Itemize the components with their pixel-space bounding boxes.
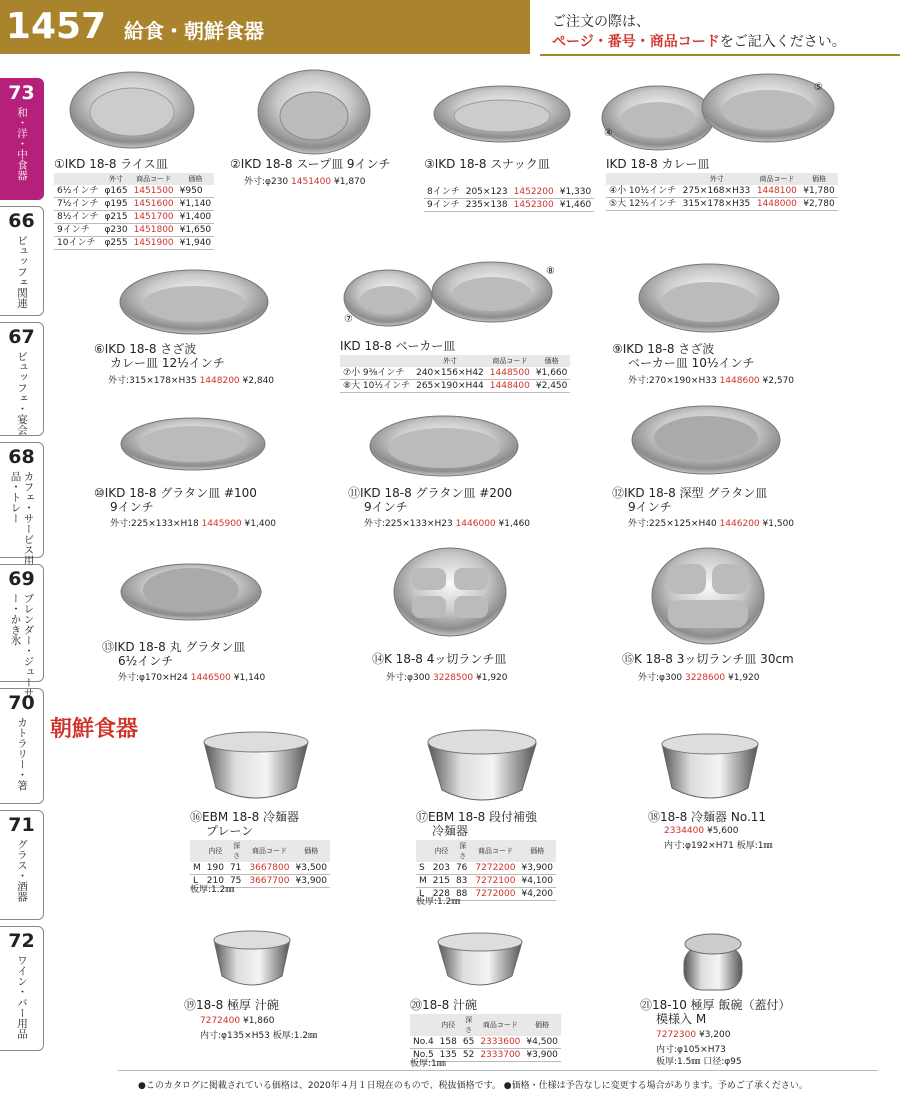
product-13-title: ⑬IKD 18-8 丸 グラタン皿 bbox=[102, 640, 246, 654]
product-21-title: ㉑18-10 極厚 飯碗（蓋付） bbox=[640, 998, 791, 1012]
product-21-size: 内寸:φ105×H73 bbox=[656, 1045, 726, 1055]
product-21-subtitle: 模様入 M bbox=[656, 1012, 707, 1026]
product-2-title: ②IKD 18-8 スープ皿 9インチ bbox=[230, 157, 391, 171]
chapter-tab-70[interactable]: 70 カトラリー・箸 bbox=[0, 688, 44, 804]
product-15-info: 外寸:φ300 3228600 ¥1,920 bbox=[638, 673, 760, 683]
chapter-tab-69[interactable]: 69 ブレンダー・ジューサー・かき氷 bbox=[0, 564, 44, 682]
product-11-title: ⑪IKD 18-8 グラタン皿 #200 bbox=[348, 486, 513, 500]
product-20-table: 内径 深さ 商品コード 価格 No.4 158 65 2333600 ¥4,500 No.5 135 52 2333700 ¥3,900 bbox=[410, 1014, 561, 1062]
product-9-subtitle: ベーカー皿 10½インチ bbox=[628, 356, 755, 370]
chapter-tab-66[interactable]: 66 ビュッフェ関連 bbox=[0, 206, 44, 316]
product-2-info: 外寸:φ230 1451400 ¥1,870 bbox=[244, 177, 366, 187]
header-rule bbox=[540, 54, 900, 56]
product-14-title: ⑭K 18-8 4ッ切ランチ皿 bbox=[372, 652, 507, 666]
product-6-info: 外寸:315×178×H35 1448200 ¥2,840 bbox=[108, 376, 275, 386]
product-9-title: ⑨IKD 18-8 さざ波 bbox=[612, 342, 715, 356]
marker-7: ⑦ bbox=[344, 314, 353, 325]
order-notice: ご注文の際は、 ページ・番号・商品コードをご記入ください。 bbox=[552, 14, 846, 50]
product-3-table: 8インチ 205×123 1452200 ¥1,330 9インチ 235×138 1452300 ¥1,460 bbox=[424, 186, 594, 212]
product-12-subtitle: 9インチ bbox=[628, 500, 672, 514]
product-10-title: ⑩IKD 18-8 グラタン皿 #100 bbox=[94, 486, 257, 500]
product-1-table: 外寸 商品コード 価格 6½インチ φ165 1451500 ¥950 7½インチ φ195 1451600 ¥1,140 8½インチ φ215 1451700 ¥1,400 9インチ φ230 1451800 ¥1,650 10インチ φ255 1451900 ¥1,940 bbox=[54, 173, 214, 250]
product-12-info: 外寸:225×125×H40 1446200 ¥1,500 bbox=[628, 519, 795, 529]
product-16-subtitle: プレーン bbox=[206, 824, 254, 838]
rice-plate-image bbox=[66, 70, 198, 152]
rice-bowl-with-lid-image bbox=[678, 930, 748, 996]
soup-bowl-image bbox=[434, 930, 526, 994]
product-13-subtitle: 6½インチ bbox=[118, 654, 174, 668]
chapter-tab-68[interactable]: 68 カフェ・サービス用品・トレー bbox=[0, 442, 44, 558]
product-17-note: 板厚:1.2㎜ bbox=[416, 897, 461, 907]
product-15-title: ⑮K 18-8 3ッ切ランチ皿 30cm bbox=[622, 652, 794, 666]
product-4-5-title: IKD 18-8 カレー皿 bbox=[606, 157, 710, 171]
product-21-thickness: 板厚:1.5㎜ 口径:φ95 bbox=[656, 1057, 742, 1067]
product-10-subtitle: 9インチ bbox=[110, 500, 154, 514]
baker-plate-image bbox=[340, 258, 570, 330]
product-11-info: 外寸:225×133×H23 1446000 ¥1,460 bbox=[364, 519, 531, 529]
product-7-8-table: 外寸 商品コード 価格 ⑦小 9⅜インチ 240×156×H42 1448500 ¥1,660 ⑧大 10½インチ 265×190×H44 1448400 ¥2,450 bbox=[340, 355, 570, 393]
product-17-subtitle: 冷麺器 bbox=[432, 824, 469, 838]
product-21-price: 7272300 ¥3,200 bbox=[656, 1030, 731, 1040]
three-section-plate-image bbox=[650, 546, 766, 646]
page-title: 給食・朝鮮食器 bbox=[112, 0, 530, 54]
product-11-subtitle: 9インチ bbox=[364, 500, 408, 514]
product-20-title: ⑳18-8 汁碗 bbox=[410, 998, 478, 1012]
stepped-noodle-bowl-image bbox=[424, 726, 540, 806]
gratin-200-image bbox=[366, 412, 522, 484]
chapter-tab-73[interactable]: 73 和・洋・中食器 bbox=[0, 78, 44, 200]
marker-5: ⑤ bbox=[814, 82, 823, 93]
footer-note: ●このカタログに掲載されている価格は、2020年４月１日現在のもので、税抜価格です。 ●価格・仕様は予告なしに変更する場合があります。予めご了承ください。 bbox=[138, 1081, 808, 1091]
product-18-size: 内寸:φ192×H71 板厚:1㎜ bbox=[664, 841, 773, 851]
chapter-index bbox=[0, 78, 44, 1057]
product-16-note: 板厚:1.2㎜ bbox=[190, 885, 235, 895]
product-17-title: ⑰EBM 18-8 段付補強 bbox=[416, 810, 538, 824]
product-16-title: ⑯EBM 18-8 冷麺器 bbox=[190, 810, 300, 824]
deep-gratin-image bbox=[628, 402, 784, 480]
product-14-info: 外寸:φ300 3228500 ¥1,920 bbox=[386, 673, 508, 683]
noodle-bowl-no11-image bbox=[658, 730, 762, 806]
gratin-100-image bbox=[118, 412, 268, 476]
product-20-note: 板厚:1㎜ bbox=[410, 1059, 446, 1069]
wavy-curry-image bbox=[116, 266, 272, 338]
round-gratin-image bbox=[118, 556, 264, 628]
thick-soup-bowl-image bbox=[210, 928, 294, 994]
product-4-5-table: 外寸 商品コード 価格 ④小 10½インチ 275×168×H33 1448100 ¥1,780 ⑤大 12½インチ 315×178×H35 1448000 ¥2,780 bbox=[606, 173, 838, 211]
product-17-table: 内径 深さ 商品コード 価格 S 203 76 7272200 ¥3,900 M 215 83 7272100 ¥4,100 L 228 88 7272000 ¥4,200 bbox=[416, 840, 556, 901]
page-number: 1457 bbox=[0, 0, 112, 54]
cold-noodle-bowl-image bbox=[200, 728, 312, 804]
four-section-plate-image bbox=[392, 546, 508, 638]
section-title: 朝鮮食器 bbox=[50, 717, 139, 742]
product-10-info: 外寸:225×133×H18 1445900 ¥1,400 bbox=[110, 519, 277, 529]
product-13-info: 外寸:φ170×H24 1446500 ¥1,140 bbox=[118, 673, 266, 683]
product-6-title: ⑥IKD 18-8 さざ波 bbox=[94, 342, 197, 356]
chapter-tab-72[interactable]: 72 ワイン・バー用品 bbox=[0, 926, 44, 1051]
curry-plate-image bbox=[598, 70, 838, 160]
marker-4: ④ bbox=[604, 128, 613, 139]
footer-rule bbox=[118, 1070, 878, 1071]
product-1-title: ①IKD 18-8 ライス皿 bbox=[54, 157, 168, 171]
product-16-table: 内径 深さ 商品コード 価格 M 190 71 3667800 ¥3,500 L 210 75 3667700 ¥3,900 bbox=[190, 840, 330, 888]
product-6-subtitle: カレー皿 12½インチ bbox=[110, 356, 225, 370]
wavy-baker-image bbox=[636, 262, 782, 336]
product-19-size: 内寸:φ135×H53 板厚:1.2㎜ bbox=[200, 1031, 318, 1041]
product-19-price: 7272400 ¥1,860 bbox=[200, 1016, 275, 1026]
product-12-title: ⑫IKD 18-8 深型 グラタン皿 bbox=[612, 486, 768, 500]
chapter-tab-67[interactable]: 67 ビュッフェ・宴会 bbox=[0, 322, 44, 436]
product-19-title: ⑲18-8 極厚 汁碗 bbox=[184, 998, 279, 1012]
snack-plate-image bbox=[432, 84, 572, 146]
chapter-tab-71[interactable]: 71 グラス・酒器 bbox=[0, 810, 44, 920]
soup-plate-image bbox=[256, 68, 372, 158]
product-9-info: 外寸:270×190×H33 1448600 ¥2,570 bbox=[628, 376, 795, 386]
product-3-title: ③IKD 18-8 スナック皿 bbox=[424, 157, 550, 171]
marker-8: ⑧ bbox=[546, 266, 555, 277]
product-18-price: 2334400 ¥5,600 bbox=[664, 826, 739, 836]
product-7-8-title: IKD 18-8 ベーカー皿 bbox=[340, 339, 456, 353]
product-18-title: ⑱18-8 冷麺器 No.11 bbox=[648, 810, 767, 824]
